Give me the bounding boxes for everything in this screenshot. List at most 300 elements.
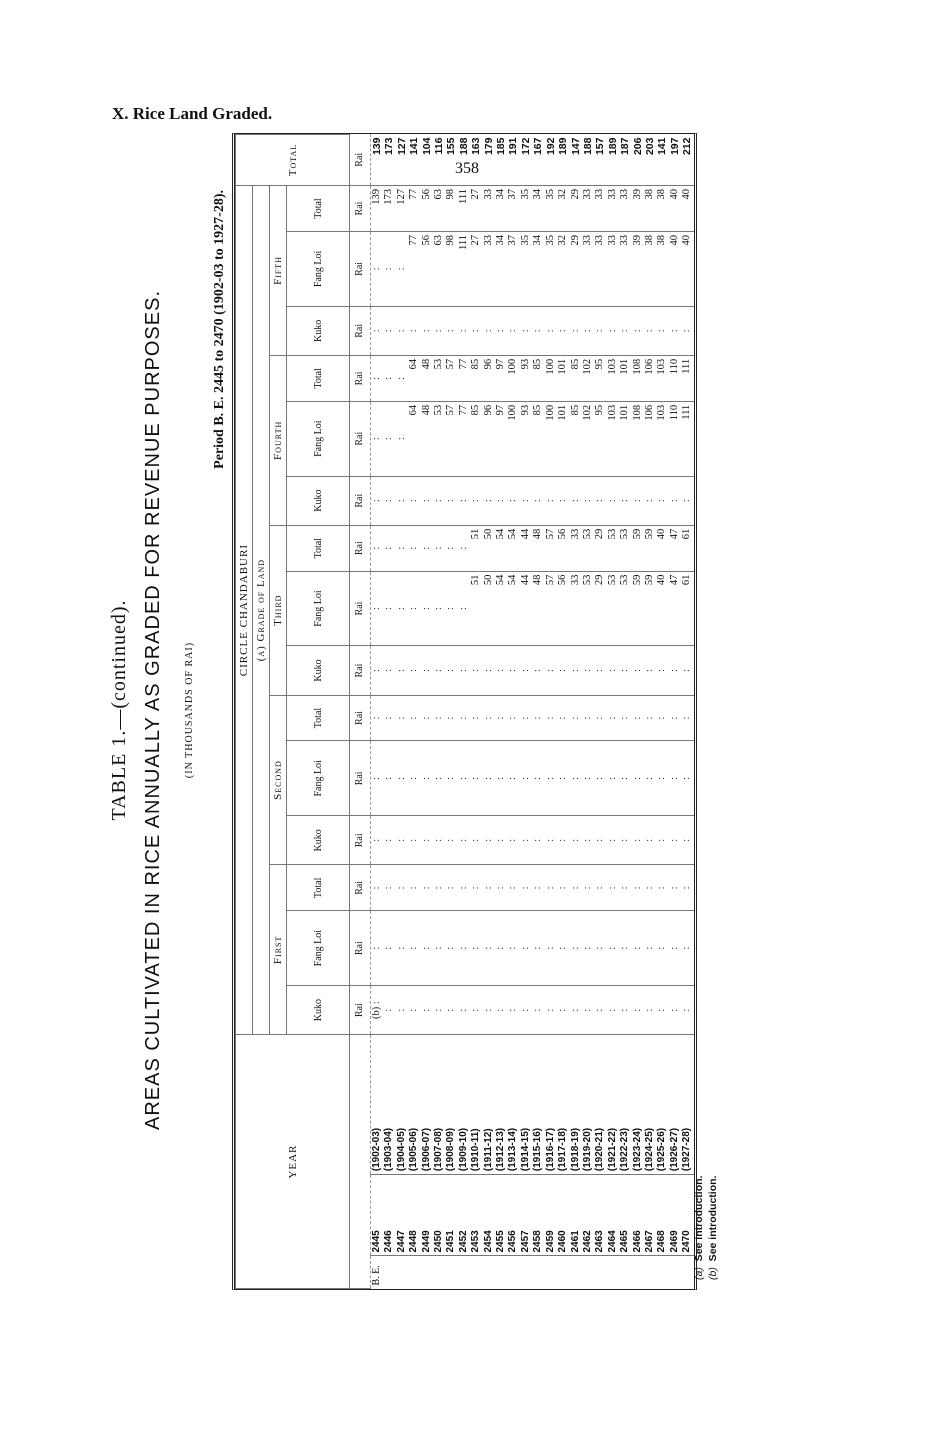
empty-cell: : — [594, 476, 606, 525]
year-be: 2458 — [532, 1175, 544, 1256]
cell-fourth_fang: 101 — [619, 401, 631, 476]
empty-cell: : — [445, 571, 457, 646]
empty-cell: : — [396, 306, 408, 355]
empty-cell: : — [644, 741, 656, 816]
cell-fourth_fang: 85 — [532, 401, 544, 476]
cell-fourth_total: 101 — [619, 355, 631, 401]
year-ad: (1924-25) — [644, 1035, 656, 1175]
cell-fourth_total: 102 — [582, 355, 594, 401]
era-label — [669, 1256, 681, 1289]
sub-header-3-1: Fang Loi — [287, 401, 350, 476]
unit-cell: Rai — [350, 911, 371, 986]
table-row — [632, 135, 644, 1289]
unit-cell: Rai — [350, 741, 371, 816]
empty-cell: : — [557, 816, 569, 865]
year-ad: (1906-07) — [421, 1035, 433, 1175]
cell-fourth_total: 64 — [408, 355, 420, 401]
empty-cell: : — [421, 525, 433, 571]
empty-cell: : — [433, 741, 445, 816]
cell-third_total: 50 — [483, 525, 495, 571]
empty-cell: : — [545, 816, 557, 865]
empty-cell: : — [594, 911, 606, 986]
empty-cell: : — [421, 865, 433, 911]
cell-third_fang: 47 — [669, 571, 681, 646]
empty-cell: : — [483, 986, 495, 1035]
empty-cell: : — [669, 695, 681, 741]
year-ad: (1907-08) — [433, 1035, 445, 1175]
cell-third_fang: 40 — [656, 571, 668, 646]
sub-header-4-2: Total — [287, 186, 350, 232]
col-header-second: Second — [270, 695, 287, 865]
empty-cell: : — [557, 306, 569, 355]
cell-third_fang: 54 — [495, 571, 507, 646]
cell-total: 189 — [557, 135, 569, 186]
empty-cell: : — [433, 646, 445, 695]
empty-cell: : — [445, 986, 457, 1035]
cell-total: 167 — [532, 135, 544, 186]
era-label — [545, 1256, 557, 1289]
year-ad: (1915-16) — [532, 1035, 544, 1175]
year-ad: (1909-10) — [458, 1035, 470, 1175]
year-be: 2447 — [396, 1175, 408, 1256]
year-be: 2466 — [632, 1175, 644, 1256]
cell-fifth_fang: 34 — [495, 231, 507, 306]
empty-cell: : — [607, 646, 619, 695]
year-be: 2456 — [507, 1175, 519, 1256]
empty-cell: : — [495, 695, 507, 741]
cell-third_fang: 53 — [607, 571, 619, 646]
cell-fifth_fang: 35 — [545, 231, 557, 306]
cell-fifth_fang: 98 — [445, 231, 457, 306]
empty-cell: : — [421, 986, 433, 1035]
year-be: 2461 — [570, 1175, 582, 1256]
empty-cell: : — [470, 865, 482, 911]
cell-fourth_total: 111 — [681, 355, 693, 401]
cell-fourth_fang: 85 — [470, 401, 482, 476]
cell-fourth_fang: 108 — [632, 401, 644, 476]
unit-cell: Rai — [350, 355, 371, 401]
cell-third_fang: 54 — [507, 571, 519, 646]
empty-cell: : — [408, 571, 420, 646]
empty-cell: : — [470, 646, 482, 695]
empty-cell: : — [545, 911, 557, 986]
cell-third_total: 53 — [619, 525, 631, 571]
cell-fourth_fang: 93 — [520, 401, 532, 476]
empty-cell: : — [594, 986, 606, 1035]
empty-cell: : — [656, 476, 668, 525]
empty-cell: : — [669, 986, 681, 1035]
empty-cell: : — [681, 986, 693, 1035]
empty-cell: : — [607, 865, 619, 911]
era-label — [594, 1256, 606, 1289]
table-row — [483, 135, 495, 1289]
empty-cell: : — [483, 911, 495, 986]
sub-header-2-0: Kuko — [287, 646, 350, 695]
cell-total: 188 — [458, 135, 470, 186]
cell-fifth_total: 34 — [532, 186, 544, 232]
cell-fifth_fang: 111 — [458, 231, 470, 306]
empty-cell: : — [470, 911, 482, 986]
year-ad: (1916-17) — [545, 1035, 557, 1175]
empty-cell: : — [607, 911, 619, 986]
cell-total: 116 — [433, 135, 445, 186]
era-label — [495, 1256, 507, 1289]
cell-fourth_total: 100 — [545, 355, 557, 401]
cell-third_total: 44 — [520, 525, 532, 571]
empty-cell: : — [396, 571, 408, 646]
cell-fifth_fang: 29 — [570, 231, 582, 306]
empty-cell: : — [520, 986, 532, 1035]
cell-fifth_fang: 56 — [421, 231, 433, 306]
cell-fifth_fang: 33 — [619, 231, 631, 306]
empty-cell: : — [507, 741, 519, 816]
empty-cell: : — [458, 646, 470, 695]
empty-cell: : — [619, 911, 631, 986]
cell-fifth_total: 38 — [656, 186, 668, 232]
empty-cell: : — [483, 695, 495, 741]
empty-cell: : — [557, 741, 569, 816]
empty-cell: : — [644, 816, 656, 865]
year-be: 2450 — [433, 1175, 445, 1256]
cell-fourth_fang: 64 — [408, 401, 420, 476]
cell-third_fang: 33 — [570, 571, 582, 646]
empty-cell: : — [396, 401, 408, 476]
cell-fifth_fang: 38 — [656, 231, 668, 306]
unit-cell: Rai — [350, 306, 371, 355]
cell-fourth_total: 106 — [644, 355, 656, 401]
cell-third_total: 61 — [681, 525, 693, 571]
era-label — [483, 1256, 495, 1289]
cell-fifth_total: 33 — [483, 186, 495, 232]
cell-fifth_fang: 33 — [582, 231, 594, 306]
cell-fourth_total: 85 — [532, 355, 544, 401]
cell-fourth_total: 53 — [433, 355, 445, 401]
empty-cell: : — [532, 695, 544, 741]
empty-cell: : — [371, 355, 384, 401]
cell-third_fang: 44 — [520, 571, 532, 646]
empty-cell: : — [594, 695, 606, 741]
empty-cell: : — [656, 741, 668, 816]
cell-total: 206 — [632, 135, 644, 186]
year-ad: (1911-12) — [483, 1035, 495, 1175]
empty-cell: : — [582, 646, 594, 695]
empty-cell: : — [582, 865, 594, 911]
cell-fifth_total: 98 — [445, 186, 457, 232]
table-row — [520, 135, 532, 1289]
empty-cell: : — [396, 865, 408, 911]
empty-cell: : — [433, 865, 445, 911]
empty-cell: : — [383, 306, 395, 355]
col-header-fifth: Fifth — [270, 186, 287, 356]
empty-cell: : — [383, 695, 395, 741]
cell-fourth_fang: 103 — [656, 401, 668, 476]
cell-fifth_fang: 27 — [470, 231, 482, 306]
cell-fourth_fang: 97 — [495, 401, 507, 476]
empty-cell: : — [557, 695, 569, 741]
year-be: 2460 — [557, 1175, 569, 1256]
empty-cell: : — [607, 476, 619, 525]
cell-third_fang: 53 — [582, 571, 594, 646]
empty-cell: : — [470, 306, 482, 355]
cell-total: 163 — [470, 135, 482, 186]
empty-cell: : — [570, 476, 582, 525]
sub-header-1-2: Total — [287, 695, 350, 741]
empty-cell: : — [458, 476, 470, 525]
cell-third_total: 47 — [669, 525, 681, 571]
empty-cell: : — [520, 741, 532, 816]
cell-fifth_fang: 38 — [644, 231, 656, 306]
unit-cell: Rai — [350, 476, 371, 525]
cell-total: 157 — [594, 135, 606, 186]
table-row — [383, 135, 395, 1289]
empty-cell: : — [371, 401, 384, 476]
cell-fifth_fang: 33 — [607, 231, 619, 306]
empty-cell: : — [594, 816, 606, 865]
cell-fifth_total: 29 — [570, 186, 582, 232]
cell-third_total: 29 — [594, 525, 606, 571]
empty-cell: : — [371, 816, 384, 865]
cell-fourth_total: 57 — [445, 355, 457, 401]
empty-cell: : — [632, 306, 644, 355]
year-be: 2463 — [594, 1175, 606, 1256]
empty-cell: : — [408, 306, 420, 355]
empty-cell: : — [371, 695, 384, 741]
cell-third_total: 53 — [607, 525, 619, 571]
cell-fourth_total: 103 — [607, 355, 619, 401]
empty-cell: : — [669, 911, 681, 986]
era-label — [532, 1256, 544, 1289]
empty-cell: : — [495, 986, 507, 1035]
cell-fourth_total: 93 — [520, 355, 532, 401]
year-ad: (1903-04) — [383, 1035, 395, 1175]
empty-cell: : — [445, 476, 457, 525]
cell-fourth_total: 85 — [570, 355, 582, 401]
cell-fifth_fang: 77 — [408, 231, 420, 306]
cell-fourth_fang: 77 — [458, 401, 470, 476]
empty-cell: : — [383, 231, 395, 306]
empty-cell: : — [582, 911, 594, 986]
empty-cell: : — [383, 911, 395, 986]
cell-third_fang: 51 — [470, 571, 482, 646]
empty-cell: : — [656, 306, 668, 355]
empty-cell: : — [383, 571, 395, 646]
cell-fifth_total: 173 — [383, 186, 395, 232]
cell-fifth_fang: 63 — [433, 231, 445, 306]
sub-header-4-0: Kuko — [287, 306, 350, 355]
empty-cell: : — [408, 986, 420, 1035]
sub-header-1-0: Kuko — [287, 816, 350, 865]
empty-cell: : — [421, 571, 433, 646]
cell-fourth_fang: 111 — [681, 401, 693, 476]
empty-cell: : — [507, 646, 519, 695]
cell-third_total: 33 — [570, 525, 582, 571]
unit-cell: Rai — [350, 525, 371, 571]
cell-fifth_total: 33 — [619, 186, 631, 232]
empty-cell: : — [607, 741, 619, 816]
empty-cell: : — [371, 306, 384, 355]
year-be: 2446 — [383, 1175, 395, 1256]
empty-cell: : — [483, 816, 495, 865]
empty-cell: : — [433, 525, 445, 571]
cell-total: 127 — [396, 135, 408, 186]
cell-fifth_total: 35 — [545, 186, 557, 232]
cell-fourth_fang: 100 — [545, 401, 557, 476]
cell-fourth_fang: 95 — [594, 401, 606, 476]
year-be: 2455 — [495, 1175, 507, 1256]
empty-cell: : — [669, 476, 681, 525]
sub-header-0-0: Kuko — [287, 986, 350, 1035]
empty-cell: : — [557, 865, 569, 911]
cell-third_fang: 50 — [483, 571, 495, 646]
empty-cell: : — [532, 741, 544, 816]
cell-fourth_total: 85 — [470, 355, 482, 401]
empty-cell: : — [570, 911, 582, 986]
table-row — [656, 135, 668, 1289]
empty-cell: : — [408, 646, 420, 695]
cell-total: 203 — [644, 135, 656, 186]
era-label — [619, 1256, 631, 1289]
empty-cell: : — [371, 571, 384, 646]
cell-fifth_fang: 40 — [681, 231, 693, 306]
empty-cell: : — [644, 865, 656, 911]
empty-cell: : — [483, 306, 495, 355]
cell-fifth_total: 32 — [557, 186, 569, 232]
cell-fifth_total: 111 — [458, 186, 470, 232]
empty-cell: : — [681, 865, 693, 911]
table-row — [545, 135, 557, 1289]
cell-fifth_total: 34 — [495, 186, 507, 232]
year-be: 2457 — [520, 1175, 532, 1256]
empty-cell: : — [445, 306, 457, 355]
era-label — [445, 1256, 457, 1289]
empty-cell: : — [532, 306, 544, 355]
empty-cell: : — [445, 695, 457, 741]
empty-cell: : — [507, 911, 519, 986]
empty-cell: : — [458, 816, 470, 865]
cell-fifth_fang: 33 — [483, 231, 495, 306]
empty-cell: : — [582, 306, 594, 355]
table-row — [445, 135, 457, 1289]
cell-fifth_fang: 35 — [520, 231, 532, 306]
cell-third_total: 54 — [507, 525, 519, 571]
empty-cell: : — [619, 306, 631, 355]
empty-cell: : — [383, 646, 395, 695]
empty-cell: : — [421, 646, 433, 695]
cell-total: 192 — [545, 135, 557, 186]
era-label — [570, 1256, 582, 1289]
table-row — [532, 135, 544, 1289]
year-be: 2464 — [607, 1175, 619, 1256]
empty-cell: : — [445, 741, 457, 816]
era-label — [408, 1256, 420, 1289]
empty-cell: : — [408, 476, 420, 525]
empty-cell: : — [371, 476, 384, 525]
empty-cell: : — [669, 306, 681, 355]
cell-third_total: 54 — [495, 525, 507, 571]
cell-total: 141 — [408, 135, 420, 186]
cell-fourth_total: 101 — [557, 355, 569, 401]
empty-cell: : — [396, 816, 408, 865]
empty-cell: : — [433, 306, 445, 355]
empty-cell: : — [619, 741, 631, 816]
cell-fifth_fang: 39 — [632, 231, 644, 306]
cell-third_total: 57 — [545, 525, 557, 571]
empty-cell: : — [458, 306, 470, 355]
cell-total: 191 — [507, 135, 519, 186]
rice-land-table — [232, 133, 697, 1290]
unit-cell: Rai — [350, 135, 371, 186]
empty-cell: : — [371, 231, 384, 306]
empty-cell: : — [458, 525, 470, 571]
empty-cell: : — [656, 646, 668, 695]
empty-cell: : — [669, 646, 681, 695]
year-ad: (1921-22) — [607, 1035, 619, 1175]
empty-cell: : — [371, 865, 384, 911]
year-be: 2445 — [371, 1175, 384, 1256]
empty-cell: : — [520, 476, 532, 525]
empty-cell: : — [619, 695, 631, 741]
cell-fourth_total: 103 — [656, 355, 668, 401]
year-be: 2469 — [669, 1175, 681, 1256]
empty-cell: : — [681, 741, 693, 816]
empty-cell: : — [458, 911, 470, 986]
empty-cell: : — [520, 911, 532, 986]
cell-third_fang: 57 — [545, 571, 557, 646]
empty-cell: : — [632, 695, 644, 741]
cell-total: 155 — [445, 135, 457, 186]
empty-cell: : — [632, 646, 644, 695]
empty-cell: : — [445, 646, 457, 695]
empty-cell: : — [582, 476, 594, 525]
year-ad: (1912-13) — [495, 1035, 507, 1175]
cell-third_fang: 61 — [681, 571, 693, 646]
empty-cell: : — [644, 306, 656, 355]
empty-cell: : — [656, 865, 668, 911]
cell-total: 212 — [681, 135, 693, 186]
cell-fourth_total: 77 — [458, 355, 470, 401]
empty-cell: : — [632, 816, 644, 865]
empty-cell: : — [470, 695, 482, 741]
empty-cell: : — [570, 306, 582, 355]
empty-cell: : — [433, 695, 445, 741]
unit-cell: Rai — [350, 986, 371, 1035]
section-title: X. Rice Land Graded. — [112, 104, 273, 123]
year-ad: (1910-11) — [470, 1035, 482, 1175]
empty-cell: : — [445, 816, 457, 865]
cell-third_total: 59 — [632, 525, 644, 571]
empty-cell: : — [421, 306, 433, 355]
empty-cell: : — [532, 476, 544, 525]
empty-cell: : — [396, 355, 408, 401]
year-ad: (1918-19) — [570, 1035, 582, 1175]
cell-fourth_total: 110 — [669, 355, 681, 401]
empty-cell: : — [632, 476, 644, 525]
unit-cell: Rai — [350, 865, 371, 911]
cell-fifth_total: 39 — [632, 186, 644, 232]
empty-cell: : — [570, 741, 582, 816]
table-row — [669, 135, 681, 1289]
era-label — [520, 1256, 532, 1289]
empty-cell: : — [507, 476, 519, 525]
era-label — [644, 1256, 656, 1289]
empty-cell: : — [644, 911, 656, 986]
year-ad: (1922-23) — [619, 1035, 631, 1175]
cell-fifth_total: 38 — [644, 186, 656, 232]
cell-total: 185 — [495, 135, 507, 186]
cell-third_fang: 53 — [619, 571, 631, 646]
era-label — [396, 1256, 408, 1289]
cell-fifth_total: 33 — [582, 186, 594, 232]
